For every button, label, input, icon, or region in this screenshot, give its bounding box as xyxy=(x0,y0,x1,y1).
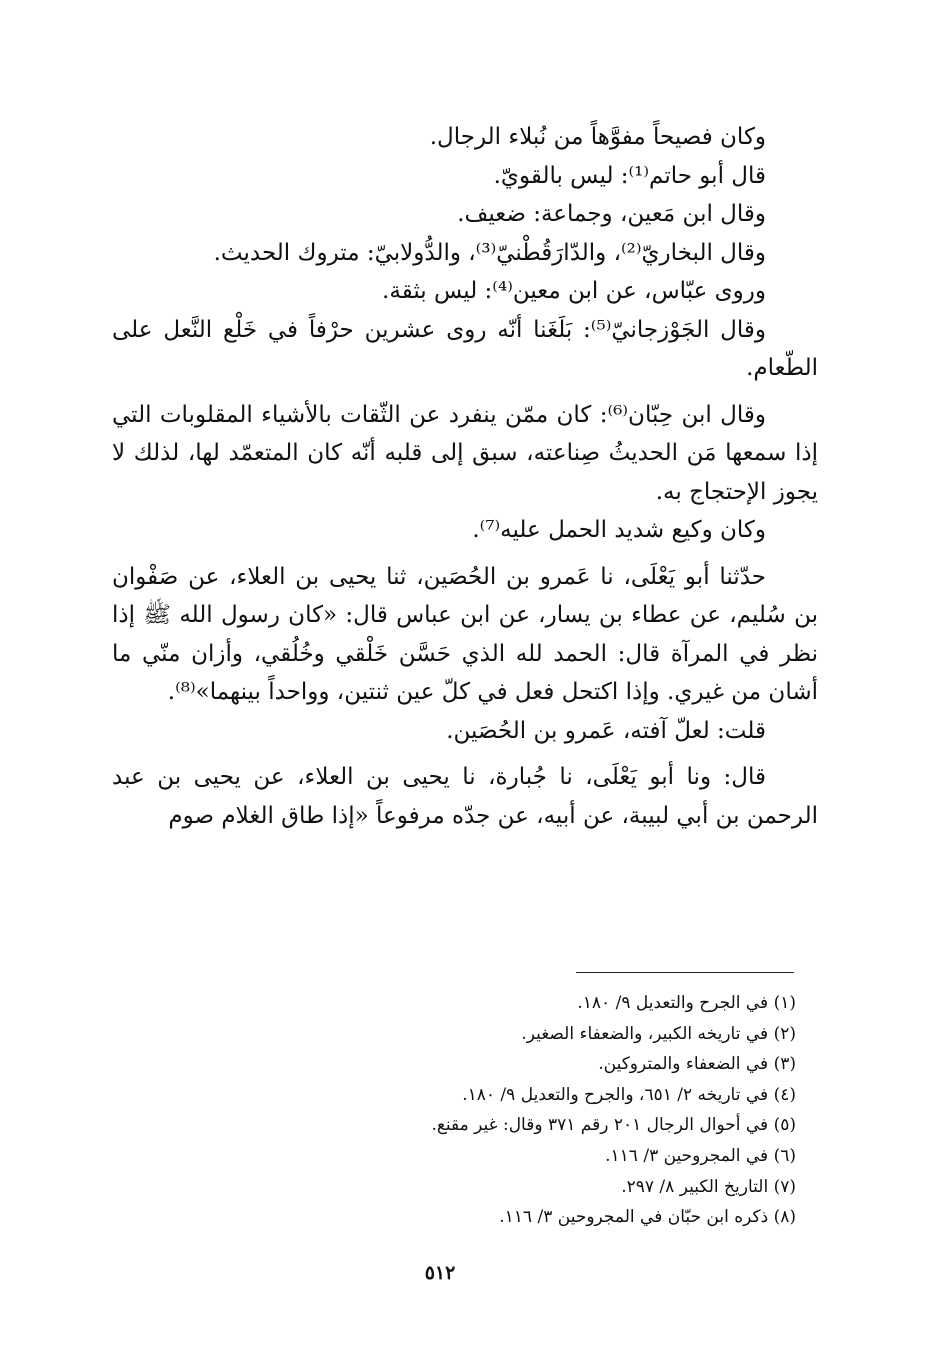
paragraph-ibn-main: وقال ابن مَعين، وجماعة: ضعيف. xyxy=(457,201,766,227)
paragraph-eloquent: وكان فصيحاً مفوَّهاً من نُبلاء الرجال. xyxy=(429,124,766,150)
footnotes-list xyxy=(300,988,796,1233)
paragraph-jawzajani: وقال الجَوْزجانيّ⁽⁵⁾: بَلَغَنا أنّه روى عشرين حرْفاً في خَلْع النَّعل على الطّعام. xyxy=(112,316,818,381)
footnote-2: (٢) في تاريخه الكبير، والضعفاء الصغير. xyxy=(521,1023,796,1044)
paragraph-ibn-hibban: وقال ابن حِبّان⁽⁶⁾: كان ممّن ينفرد عن الثّقات بالأشياء المقلوبات التي إذا سمعها مَن الحديثُ صِناعته، سبق إلى قلبه أنّه كان المتعمّد لها، لذلك لا يجوز الإحتجاج به. xyxy=(112,401,818,505)
paragraph-hadith-fasting: قال: ونا أبو يَعْلَى، نا جُبارة، نا يحيى بن العلاء، عن يحيى بن عبد الرحمن بن أبي لبيبة، عن أبيه، عن جدّه مرفوعاً «إذا طاق الغلام صوم xyxy=(112,764,818,829)
footnote-7: (٧) التاريخ الكبير ٨/ ٢٩٧. xyxy=(621,1176,796,1197)
footnote-6: (٦) في المجروحين ٣/ ١١٦. xyxy=(605,1145,796,1166)
footnote-3: (٣) في الضعفاء والمتروكين. xyxy=(598,1054,796,1075)
page-number: ٥١٢ xyxy=(424,1262,456,1284)
paragraph-abbas: وروى عبّاس، عن ابن معين⁽⁴⁾: ليس بثقة. xyxy=(382,278,766,304)
paragraph-waki: وكان وكيع شديد الحمل عليه⁽⁷⁾. xyxy=(472,517,766,543)
paragraph-comment: قلت: لعلّ آفته، عَمرو بن الحُصَين. xyxy=(446,717,766,744)
paragraph-bukhari: وقال البخاريّ⁽²⁾، والدّارَقُطْنيّ⁽³⁾، والدُّولابيّ: متروك الحديث. xyxy=(213,239,766,266)
footnote-8: (٨) ذكره ابن حبّان في المجروحين ٣/ ١١٦. xyxy=(499,1207,796,1228)
footnote-1: (١) في الجرح والتعديل ٩/ ١٨٠. xyxy=(577,993,796,1013)
paragraph-abu-hatim: قال أبو حاتم⁽¹⁾: ليس بالقويّ. xyxy=(493,162,766,189)
main-text xyxy=(112,118,818,835)
paragraph-hadith-mirror: حدّثنا أبو يَعْلَى، نا عَمرو بن الحُصَين، ثنا يحيى بن العلاء، عن صَفْوان بن سُليم، عن عطاء بن يسار، عن ابن عباس قال: «كان رسول الله ﷺ إذا نظر في المرآة قال: الحمد لله الذي حَسَّن خَلْقي وخُلُقي، وأزان منّي ما أشان من غيري. وإذا اكتحل فعل في كلّ عين ثنتين، وواحداً بينهما»⁽⁸⁾. xyxy=(112,563,818,705)
footnote-5: (٥) في أحوال الرجال ٢٠١ رقم ٣٧١ وقال: غير مقنع. xyxy=(431,1115,796,1136)
footnote-divider xyxy=(576,972,794,973)
footnote-4: (٤) في تاريخه ٢/ ٦٥١، والجرح والتعديل ٩/ ١٨٠. xyxy=(462,1084,796,1105)
